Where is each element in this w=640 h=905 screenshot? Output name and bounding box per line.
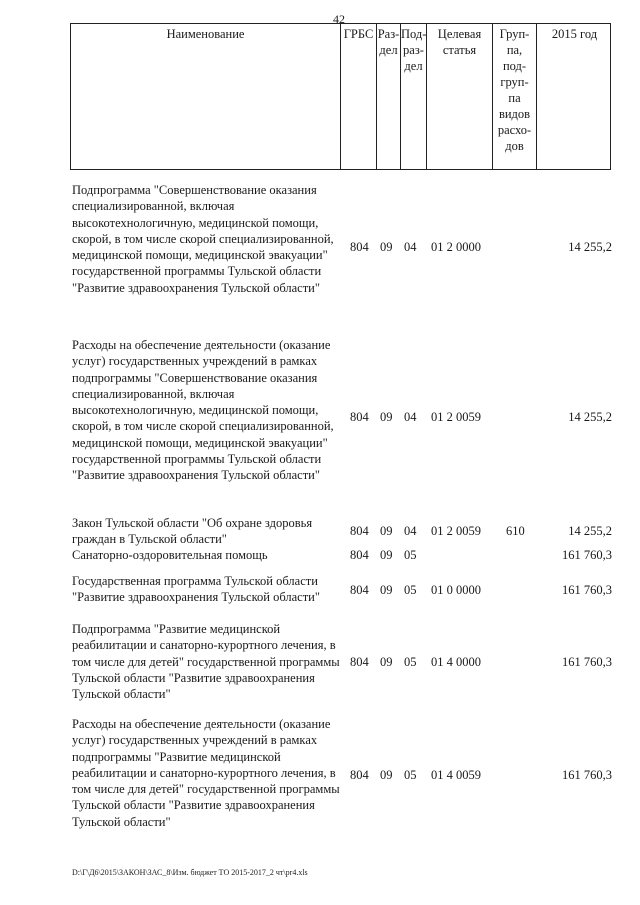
- row-grbs: 804: [350, 524, 369, 538]
- row-grbs: 804: [350, 240, 369, 254]
- row-name: Закон Тульской области "Об охране здоровья граждан в Тульской области": [72, 516, 313, 547]
- row-razdel: 09: [380, 410, 393, 424]
- header-podrazdel: Под- раз- дел: [400, 24, 426, 169]
- row-name: Расходы на обеспечение деятельности (оказание услуг) государственных учреждений в рамках подпрограммы "Совершенствование оказания специализированной, включая высокотехнологичную, медицинской помощи, скорой, в том числе скорой специализированной, медицинской помощи, медицинской эвакуации" государственной программы Тульской области "Развитие здравоохранения Тульской области": [72, 338, 334, 483]
- row-group: 610: [506, 524, 525, 538]
- row-name: Расходы на обеспечение деятельности (оказание услуг) государственных учреждений в рамках подпрограммы "Развитие медицинской реабилитации и санаторно-курортного лечения, в том числе для детей" государственной программы Тульской области "Развитие здравоохранения Тульской области": [72, 717, 340, 829]
- row-target: 01 2 0059: [431, 410, 481, 424]
- row-amount: 161 760,3: [562, 583, 612, 597]
- row-name: Государственная программа Тульской области "Развитие здравоохранения Тульской области": [72, 574, 320, 605]
- row-razdel: 09: [380, 524, 393, 538]
- row-amount: 14 255,2: [568, 524, 612, 538]
- row-amount: 161 760,3: [562, 768, 612, 782]
- row-grbs: 804: [350, 655, 369, 669]
- row-grbs: 804: [350, 548, 369, 562]
- header-grbs: ГРБС: [340, 24, 376, 169]
- row-amount: 14 255,2: [568, 240, 612, 254]
- file-path-footer: D:\Г\Д6\2015\ЗАКОН\ЗАС_8\Изм. бюджет ТО 2015-2017_2 чт\pr4.xls: [72, 868, 308, 877]
- row-podrazdel: 05: [404, 583, 417, 597]
- row-grbs: 804: [350, 410, 369, 424]
- header-name: Наименование: [166, 27, 245, 41]
- row-razdel: 09: [380, 768, 393, 782]
- header-year: 2015 год: [536, 24, 612, 169]
- row-name: Санаторно-оздоровительная помощь: [72, 548, 268, 562]
- row-grbs: 804: [350, 768, 369, 782]
- header-razdel: Раз- дел: [376, 24, 400, 169]
- row-target: 01 4 0000: [431, 655, 481, 669]
- row-amount: 14 255,2: [568, 410, 612, 424]
- row-podrazdel: 05: [404, 548, 417, 562]
- row-razdel: 09: [380, 240, 393, 254]
- row-target: 01 2 0000: [431, 240, 481, 254]
- row-target: 01 2 0059: [431, 524, 481, 538]
- table-header: [70, 23, 611, 170]
- row-target: 01 0 0000: [431, 583, 481, 597]
- row-grbs: 804: [350, 583, 369, 597]
- row-amount: 161 760,3: [562, 655, 612, 669]
- page-number: 42: [333, 12, 345, 26]
- row-target: 01 4 0059: [431, 768, 481, 782]
- row-name: Подпрограмма "Совершенствование оказания специализированной, включая высокотехнологичную, медицинской помощи, скорой, в том числе скорой специализированной, медицинской помощи, медицинской эвакуации" государственной программы Тульской области "Развитие здравоохранения Тульской области": [72, 183, 334, 295]
- row-razdel: 09: [380, 655, 393, 669]
- row-podrazdel: 04: [404, 240, 417, 254]
- row-razdel: 09: [380, 548, 393, 562]
- row-podrazdel: 04: [404, 410, 417, 424]
- row-podrazdel: 05: [404, 768, 417, 782]
- header-target: Целевая статья: [426, 24, 492, 169]
- row-razdel: 09: [380, 583, 393, 597]
- row-podrazdel: 05: [404, 655, 417, 669]
- row-podrazdel: 04: [404, 524, 417, 538]
- row-name: Подпрограмма "Развитие медицинской реабилитации и санаторно-курортного лечения, в том числе для детей" государственной программы Тульской области "Развитие здравоохранения Тульской области": [72, 622, 340, 702]
- header-group: Груп- па, под- груп- па видов расхо- дов: [492, 24, 536, 169]
- row-amount: 161 760,3: [562, 548, 612, 562]
